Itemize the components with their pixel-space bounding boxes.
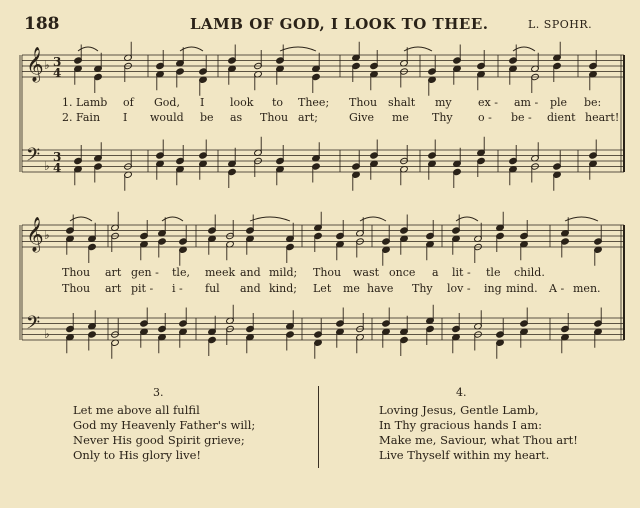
lyric-syllable: wast [353,266,380,279]
lyric-syllable: and [240,266,261,279]
stanza-line: In Thy gracious hands I am: [379,418,542,432]
lyric-syllable: a [432,266,439,279]
lyric-syllable: Thou [260,111,289,124]
bass-clef-icon: 𝄢 [26,145,41,170]
lyric-syllable: art; [298,111,318,124]
lyric-syllable: I [123,111,128,124]
lyric-syllable: and [240,282,261,295]
lyric-syllable: ing [484,282,502,295]
lyric-syllable: me [343,282,360,295]
bass-clef-icon: 𝄢 [26,313,41,338]
stanza-line: Live Thyself within my heart. [379,448,550,462]
flat-icon: ♭ [44,159,50,173]
lyric-syllable: as [230,111,243,124]
lyric-syllable: mild; [269,266,298,279]
lyric-syllable: child. [514,266,545,279]
lyric-syllable: 2. Fain [62,111,101,124]
lyric-syllable: Thou [62,282,91,295]
page-number: 188 [24,14,60,34]
lyric-syllable: Give [349,111,375,124]
treble-clef-icon: 𝄞 [26,47,44,82]
lyric-syllable: ple [550,96,568,109]
lyric-syllable: am - [514,96,539,109]
lyric-syllable: of [123,96,134,109]
lyric-syllable: heart! [585,111,620,124]
time-signature-top: 3 [53,150,62,164]
lyric-syllable: lit - [452,266,471,279]
lyric-syllable: be [200,111,214,124]
lyric-syllable: meek [205,266,236,279]
lyric-syllable: ex - [478,96,498,109]
lyric-syllable: tle [486,266,501,279]
stanza-line: Never His good Spirit grieve; [73,433,245,447]
stanza-divider [318,386,319,468]
flat-icon: ♭ [44,327,50,341]
stanza-number: 3. [153,386,164,399]
lyric-syllable: men. [573,282,601,295]
lyric-syllable: gen - [131,266,159,279]
lyric-syllable: art [105,282,122,295]
treble-clef-icon: 𝄞 [26,217,44,252]
lyric-syllable: Let [313,282,332,295]
slur [250,217,290,221]
lyric-syllable: Thou [349,96,378,109]
lyric-syllable: 1. Lamb [62,96,108,109]
lyric-syllable: pit - [131,282,154,295]
slur [360,217,386,221]
lyric-syllable: mind. [506,282,538,295]
lyric-syllable: me [392,111,409,124]
lyric-syllable: to [272,96,284,109]
composer-name: L. SPOHR. [528,18,593,31]
lyric-syllable: be - [511,111,532,124]
lyric-syllable: shalt [388,96,416,109]
lyric-syllable: I [200,96,205,109]
time-signature-top: 3 [53,55,62,69]
stanza-number: 4. [456,386,467,399]
lyric-syllable: be: [584,96,602,109]
lyric-syllable: my [435,96,452,109]
lyric-syllable: have [367,282,394,295]
lyric-syllable: ful [205,282,220,295]
lyric-syllable: lov - [447,282,471,295]
lyric-syllable: A - [549,282,565,295]
lyric-syllable: dient [547,111,576,124]
slur [565,217,598,221]
lyric-syllable: kind; [269,282,298,295]
lyric-syllable: Thy [432,111,453,124]
lyric-syllable: tle, [172,266,190,279]
stanza-line: Loving Jesus, Gentle Lamb, [379,403,539,417]
lyric-syllable: o - [478,111,492,124]
stanza-line: Make me, Saviour, what Thou art! [379,433,578,447]
lyric-syllable: i - [172,282,183,295]
lyric-syllable: Thou [313,266,342,279]
flat-icon: ♭ [44,228,50,242]
lyric-syllable: would [150,111,184,124]
time-signature-bottom: 4 [53,161,62,175]
slur [404,47,432,51]
stanza-line: God my Heavenly Father's will; [73,418,256,432]
lyric-syllable: Thou [62,266,91,279]
stanza-line: Let me above all fulfil [73,403,200,417]
flat-icon: ♭ [44,58,50,72]
time-signature-bottom: 4 [53,66,62,80]
hymn-title: LAMB OF GOD, I LOOK TO THEE. [190,15,489,33]
slur [280,47,316,51]
lyric-syllable: look [230,96,254,109]
lyric-syllable: Thee; [298,96,330,109]
lyric-syllable: once [389,266,416,279]
lyric-syllable: God, [154,96,180,109]
lyric-syllable: Thy [412,282,433,295]
lyric-syllable: art [105,266,122,279]
stanza-line: Only to His glory live! [73,448,202,462]
